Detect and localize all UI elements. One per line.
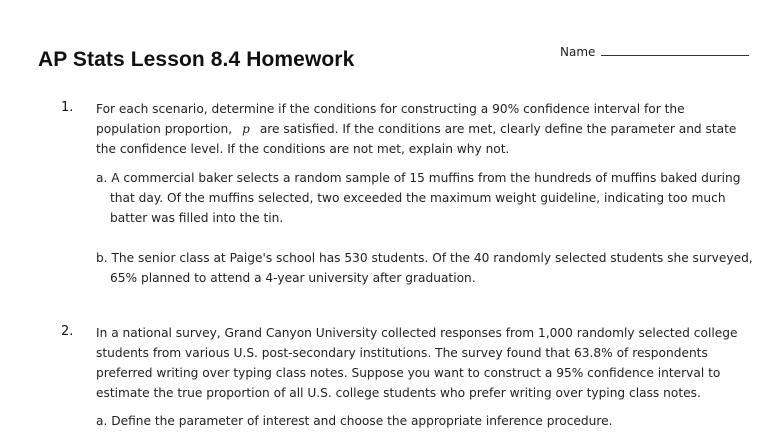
name-label: Name bbox=[560, 45, 596, 59]
question-number: 1. bbox=[61, 100, 74, 115]
population-proportion-symbol: p bbox=[242, 122, 250, 136]
name-field bbox=[560, 45, 749, 59]
question-text-start: For each scenario, determine if the conditions for constructing a 90% confidence interval for the population proportion, bbox=[96, 102, 685, 136]
question-text bbox=[96, 99, 746, 159]
name-blank-line bbox=[601, 45, 749, 56]
question-part: a. A commercial baker selects a random sample of 15 muffins from the hundreds of muffins baked during that day. Of the muffins selected, two exceeded the maximum weight guideline, indicating too much batter was filled into the tin. bbox=[96, 171, 741, 225]
question-part: a. Define the parameter of interest and choose the appropriate inference procedure. bbox=[96, 414, 613, 428]
question-part: b. The senior class at Paige's school has 530 students. Of the 40 randomly selected students she surveyed, 65% planned to attend a 4-year university after graduation. bbox=[96, 251, 753, 285]
question-text-end: are satisfied. If the conditions are met, clearly define the parameter and state the confidence level. If the conditions are not met, explain why not. bbox=[96, 122, 737, 156]
question-number: 2. bbox=[61, 324, 74, 339]
question-text: In a national survey, Grand Canyon University collected responses from 1,000 randomly selected college students from various U.S. post-secondary institutions. The survey found that 63.8% of respondents preferred writing over typing class notes. Suppose you want to construct a 95% confidence interval to estimate the true proportion of all U.S. college students who prefer writing over typing class notes. bbox=[96, 326, 738, 400]
page-title: AP Stats Lesson 8.4 Homework bbox=[38, 48, 355, 71]
